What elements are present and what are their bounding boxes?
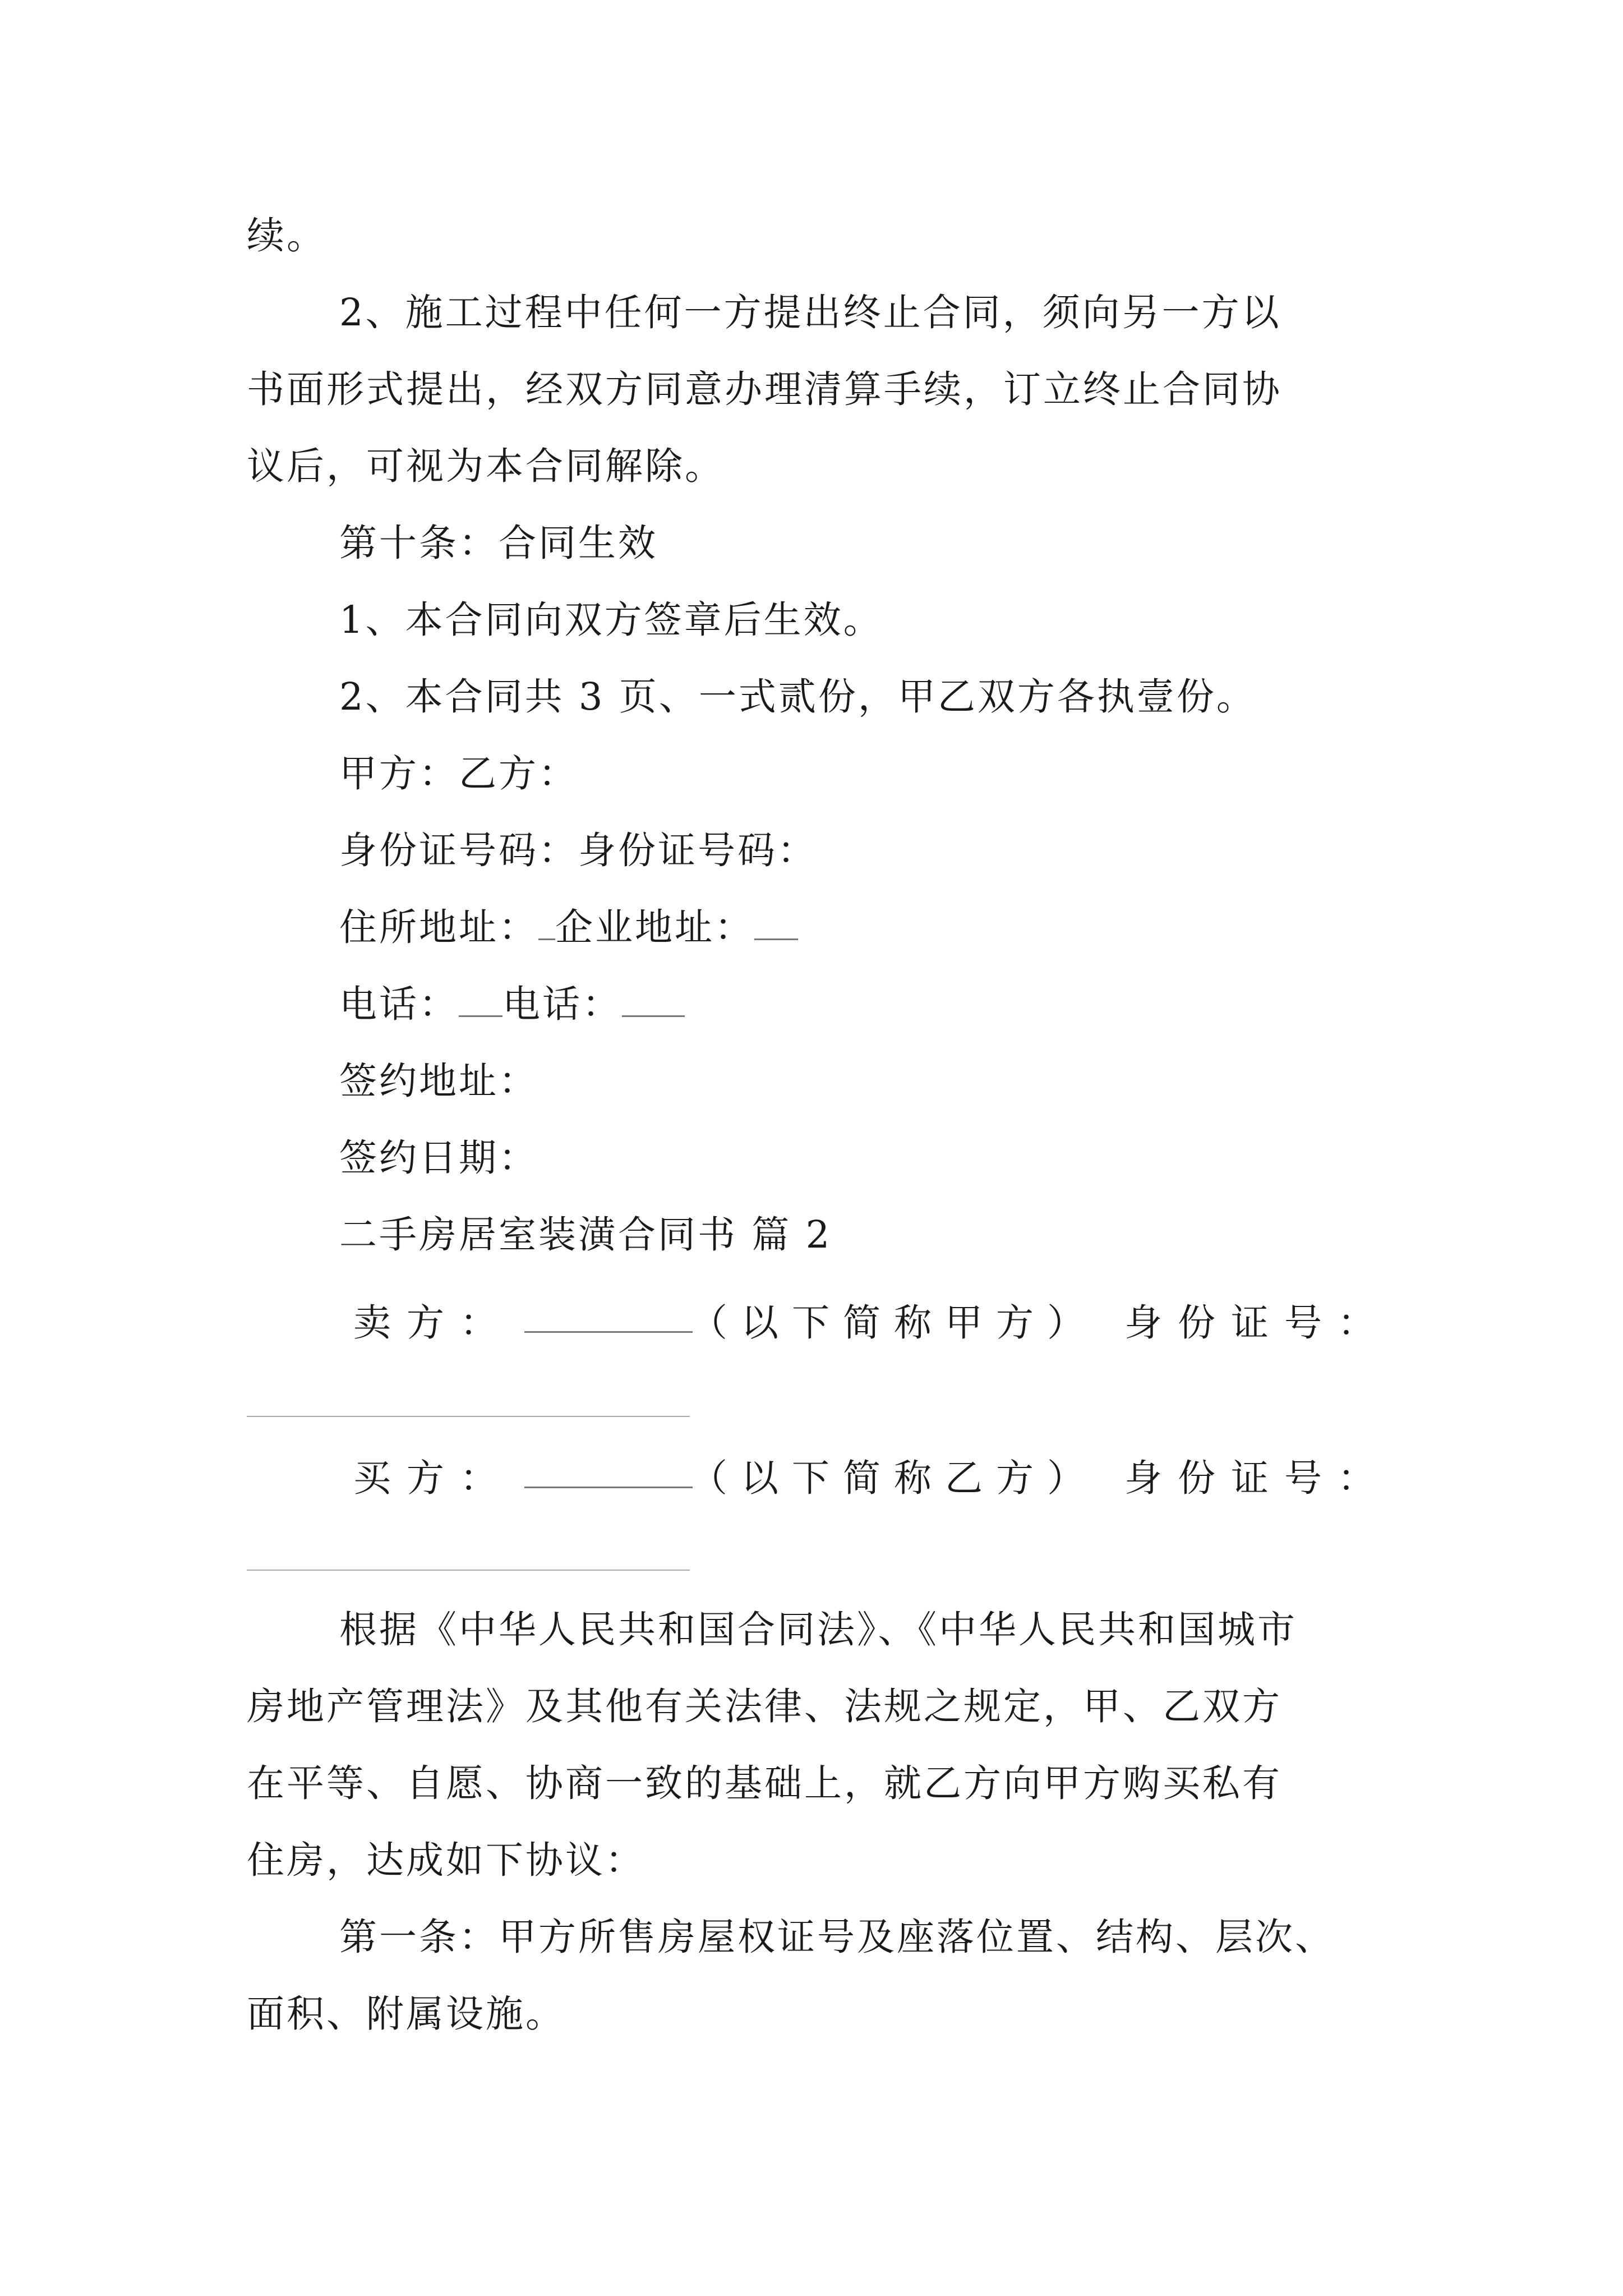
text-line: 书面形式提出，经双方同意办理清算手续，订立终止合同协 (247, 367, 1282, 411)
address-line (339, 902, 798, 953)
document-title: 二手房居室装潢合同书 篇 2 (339, 1213, 832, 1257)
phone-label-a: 电话： (339, 982, 459, 1026)
text-line: 根据《中华人民共和国合同法》、《中华人民共和国城市 (339, 1608, 1297, 1651)
signing-address: 签约地址： (339, 1059, 538, 1103)
signing-date: 签约日期： (339, 1136, 538, 1180)
buyer-label: 买方： (353, 1456, 513, 1500)
text-line: 2、本合同共 3 页、一式贰份，甲乙双方各执壹份。 (339, 675, 1256, 719)
buyer-line (247, 1453, 1391, 1503)
text-line: 续。 (247, 214, 326, 257)
party-labels: 甲方：乙方： (339, 752, 578, 795)
text-line: 面积、附属设施。 (247, 1992, 565, 2036)
buyer-note: （以下简称乙方） (690, 1456, 1098, 1500)
text-line: 房地产管理法》及其他有关法律、法规之规定，甲、乙双方 (247, 1685, 1282, 1728)
seller-label: 卖方： (353, 1301, 513, 1345)
id-number-labels: 身份证号码：身份证号码： (339, 829, 817, 872)
buyer-id-label: 身份证号： (1124, 1456, 1391, 1500)
phone-line (339, 979, 685, 1029)
buyer-id-blank (247, 1570, 690, 1571)
text-line: 2、施工过程中任何一方提出终止合同，须向另一方以 (339, 291, 1281, 334)
residence-address-blank (538, 905, 555, 940)
text-line: 在平等、自愿、协商一致的基础上，就乙方向甲方购买私有 (247, 1761, 1282, 1805)
seller-line (247, 1297, 1391, 1348)
phone-blank-a (459, 982, 502, 1017)
seller-id-blank (247, 1416, 690, 1417)
buyer-name-blank (524, 1453, 693, 1488)
seller-note: （以下简称甲方） (690, 1301, 1098, 1345)
seller-name-blank (524, 1297, 693, 1333)
section-heading: 第十条：合同生效 (339, 521, 658, 565)
phone-blank-b (622, 982, 685, 1017)
text-line: 住房，达成如下协议： (247, 1838, 645, 1882)
text-line: 1、本合同向双方签章后生效。 (339, 598, 883, 642)
seller-id-label: 身份证号： (1124, 1301, 1391, 1345)
company-address-blank (754, 905, 798, 940)
residence-address-label: 住所地址： (339, 905, 538, 949)
text-line: 议后，可视为本合同解除。 (247, 444, 725, 488)
company-address-label: 企业地址： (555, 905, 754, 949)
phone-label-b: 电话： (502, 982, 622, 1026)
article-heading: 第一条：甲方所售房屋权证号及座落位置、结构、层次、 (339, 1915, 1335, 1959)
